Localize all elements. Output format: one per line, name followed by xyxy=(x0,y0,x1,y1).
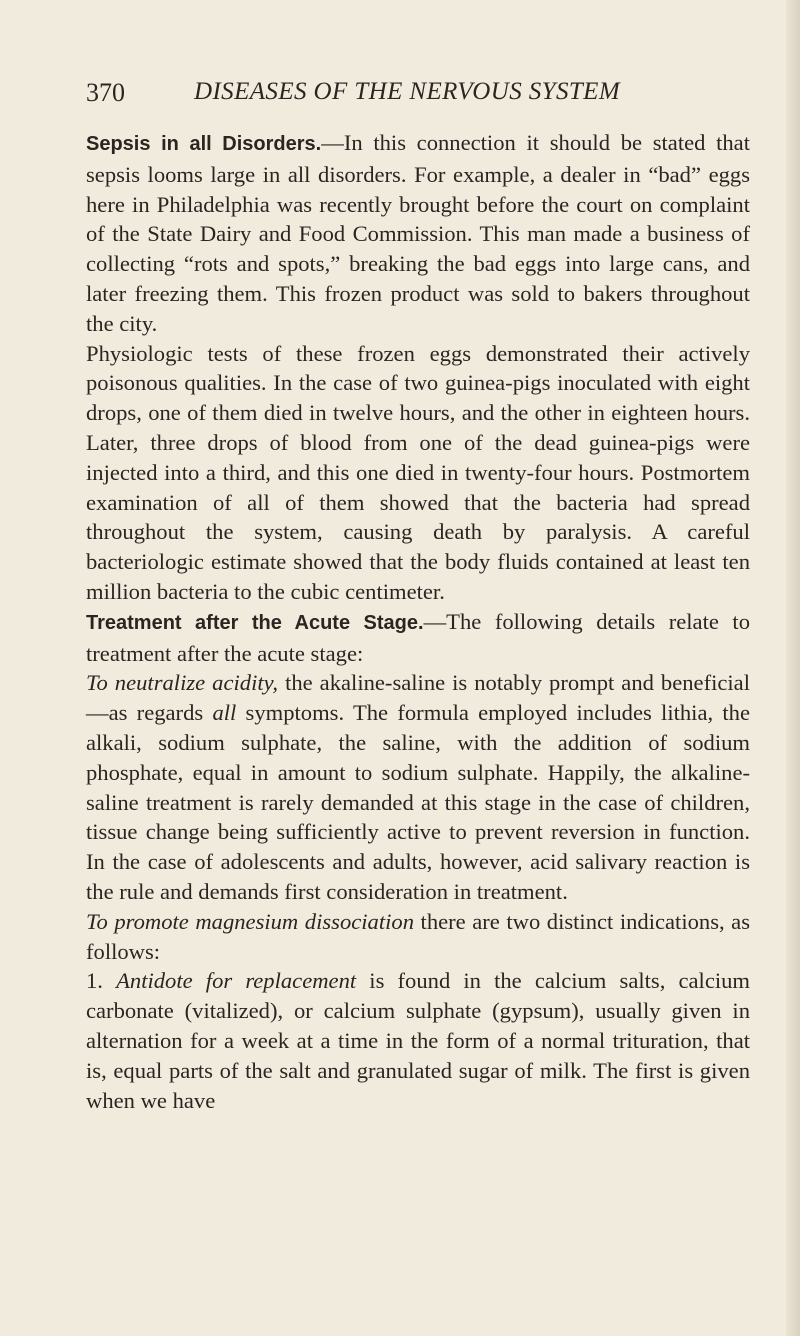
paragraph-text: Physiologic tests of these frozen eggs demonstrated their actively poisonous qualities. In the case of two guinea-pigs inoculated with eight drops, one of them died in twelve hours, and the other in eighteen hours. Later, three drops of blood from one of the dead guinea-pigs were injected into a third, and this one died in twenty-four hours. Postmortem examination of all of them showed that the bacteria had spread throughout the system, causing death by paralysis. A careful bacteriologic estimate showed that the body fluids contained at least ten million bacteria to the cubic centimeter. xyxy=(86,340,750,604)
italic-lead: To promote magnesium dissociation xyxy=(86,908,414,934)
paragraph-text: symptoms. The formula employed includes lithia, the alkali, sodium sulphate, the saline, with the addition of sodium phosphate, equal in amount to sodium sulphate. Happily, the alkaline-saline treatment is rarely demanded at this stage in the case of children, tissue change being sufficiently active to prevent reversion in function. In the case of adolescents and adults, however, acid salivary reaction is the rule and demands first consideration in treatment. xyxy=(86,700,751,904)
section-heading-treatment: Treatment after the Acute Stage. xyxy=(86,611,424,634)
body-text xyxy=(86,128,750,1115)
paragraph-text: —In this connection it should be stated that sepsis looms large in all disorders. For example, a dealer in “bad” eggs here in Philadelphia was recently brought before the court on complaint of the State Dairy and Food Commission. This man made a business of collecting “rots and spots,” breaking the bad eggs into large cans, and later freezing them. This frozen product was sold to bakers throughout the city. xyxy=(86,130,750,336)
paragraph-text: —The following details relate to treatment after the acute stage: xyxy=(86,608,750,666)
paragraph-sepsis xyxy=(86,128,750,339)
italic-lead: To neutralize acidity, xyxy=(86,670,279,696)
italic-word: all xyxy=(212,700,237,726)
paragraph-neutralize-acidity xyxy=(86,668,750,906)
running-head: DISEASES OF THE NERVOUS SYSTEM xyxy=(194,78,621,105)
list-number: 1. xyxy=(86,968,117,994)
page-header xyxy=(86,78,746,118)
paragraph-text: is found in the calcium salts, calcium carbonate (vitalized), or calcium sulphate (gypsum), usually given in alternation for a week at a time in the form of a normal trituration, that is, equal parts of the salt and granulated sugar of milk. The first is given when we have xyxy=(86,968,751,1113)
page-number: 370 xyxy=(86,78,125,107)
paragraph-antidote xyxy=(86,966,750,1115)
italic-lead: Antidote for replacement xyxy=(116,968,357,994)
paragraph-text: there are two distinct indications, as follows: xyxy=(86,908,750,964)
section-heading-sepsis: Sepsis in all Disorders. xyxy=(86,133,322,155)
paragraph-text: the akaline-saline is notably prompt and beneficial—as regards xyxy=(86,670,750,726)
page-edge-shadow xyxy=(786,0,800,1336)
paragraph-physiologic-tests xyxy=(86,339,750,607)
paragraph-treatment xyxy=(86,607,750,669)
paragraph-magnesium xyxy=(86,907,750,967)
